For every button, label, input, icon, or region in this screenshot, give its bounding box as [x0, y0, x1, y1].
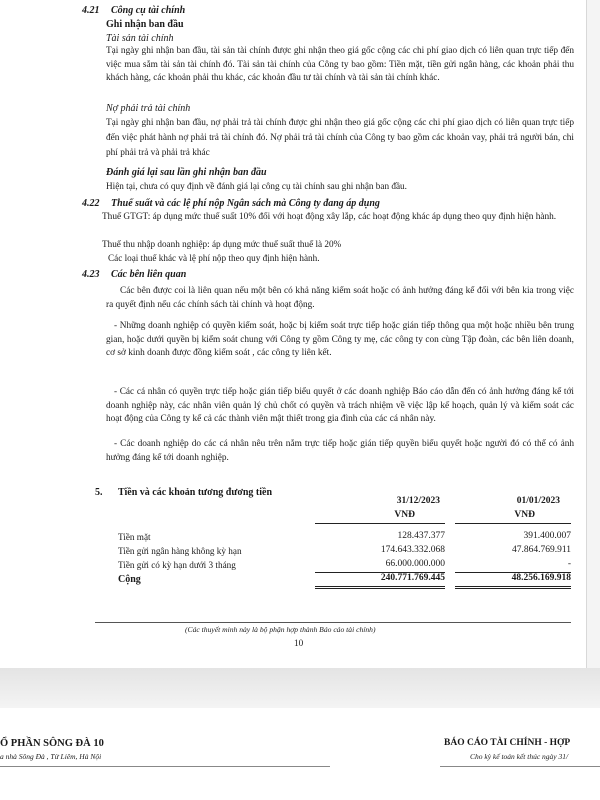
- tax-item-vat: Thuế GTGT: áp dụng mức thuế suất 10% đối với hoạt động xây lắp, các hoạt động khác áp dụng theo quy định hiện hành.: [102, 212, 557, 222]
- total-double-underline-2: [455, 588, 571, 589]
- next-page-header: [0, 708, 600, 800]
- related-parties-enterprises: - Những doanh nghiệp có quyền kiểm soát, hoặc bị kiểm soát trực tiếp hoặc gián tiếp thông qua một hoặc nhiều bên trung gian, hoặc dưới quyền bị kiểm soát chung với Công ty gồm Công ty mẹ, các công ty con cùng Tập đoàn, các bên liên doanh, cơ sở kinh doanh được đồng kiểm soát , các công ty liên kết.: [106, 321, 574, 358]
- related-parties-definition: Các bên được coi là liên quan nếu một bên có khả năng kiểm soát hoặc có ảnh hưởng đáng kể đối với bên kia trong việc ra quyết định nếu các chính sách tài chính và hoạt động.: [106, 286, 574, 310]
- table-cell-value-2: 47.864.769.911: [511, 545, 571, 555]
- header-rule-left: [0, 766, 330, 767]
- table-cell-value-1: 66.000.000.000: [385, 559, 445, 569]
- section-title-4-23: Các bên liên quan: [111, 269, 187, 280]
- footer-note: (Các thuyết minh này là bộ phận hợp thành Báo cáo tài chính): [185, 625, 376, 634]
- page-gap: [0, 668, 600, 708]
- section-number-4-22: 4.22: [82, 198, 100, 209]
- table-row-label: Tiền mặt: [118, 532, 151, 542]
- total-underline-1: [315, 586, 445, 587]
- table-total-label: Cộng: [118, 574, 141, 585]
- related-parties-controlled: - Các doanh nghiệp do các cá nhân nêu trên nắm trực tiếp hoặc gián tiếp quyền biểu quyết hoặc người đó có thể có ảnh hưởng đáng kể tới doanh nghiệp.: [106, 439, 574, 463]
- paragraph-financial-liabilities: Tại ngày ghi nhận ban đầu, nợ phải trả tài chính được ghi nhận theo giá gốc cộng các chi phí giao dịch có liên quan trực tiếp đến việc phát hành nợ phải trả tài chính đó. Nợ phải trả tài chính của Công ty bao gồm các khoản vay, phải trả người bán, chi phí phải trả và phải trả khác: [106, 118, 574, 158]
- company-address: a nhà Sông Đà , Từ Liêm, Hà Nội: [0, 752, 102, 761]
- section-number-5: 5.: [95, 487, 103, 498]
- header-underline-2: [455, 523, 571, 524]
- column-unit-2: VNĐ: [514, 510, 535, 520]
- report-title: BÁO CÁO TÀI CHÍNH - HỢP: [444, 738, 571, 748]
- section-title-4-22: Thuế suất và các lệ phí nộp Ngân sách mà Công ty đang áp dụng: [111, 198, 380, 209]
- table-total-value-1: 240.771.769.445: [380, 573, 445, 583]
- table-cell-value-1: 174.643.332.068: [380, 545, 445, 555]
- tax-item-cit: Thuế thu nhập doanh nghiệp: áp dụng mức thuế suất thuế là 20%: [102, 239, 342, 249]
- section-title-4-21: Công cụ tài chính: [111, 5, 186, 16]
- related-parties-individuals: - Các cá nhân có quyền trực tiếp hoặc gián tiếp biểu quyết ở các doanh nghiệp Báo cáo dẫn đến có ảnh hưởng đáng kể tới doanh nghiệp này, các nhân viên quản lý chủ chốt có quyền và trách nhiệm về việc lập kế hoạch, quản lý và kiểm soát các hoạt động của Công ty kể cả các thành viên mật thiết trong gia đình của các cá nhân này.: [106, 387, 574, 424]
- total-underline-2: [455, 586, 571, 587]
- company-name: Ổ PHẦN SÔNG ĐÀ 10: [0, 738, 104, 749]
- table-row-label: Tiền gửi ngân hàng không kỳ hạn: [118, 546, 242, 556]
- heading-revaluation: Đánh giá lại sau lần ghi nhận ban đầu: [106, 167, 267, 178]
- header-rule-right: [440, 766, 600, 767]
- header-underline-1: [315, 523, 445, 524]
- table-cell-value-2: -: [567, 559, 571, 569]
- table-row-label: Tiền gửi có kỳ hạn dưới 3 tháng: [118, 560, 236, 570]
- subheading-financial-assets: Tài sản tài chính: [106, 33, 174, 44]
- table-cell-value-2: 391.400.007: [523, 531, 571, 541]
- total-double-underline-1: [315, 588, 445, 589]
- section-title-5: Tiền và các khoản tương đương tiền: [118, 487, 273, 498]
- column-header-date-1: 31/12/2023: [396, 496, 440, 506]
- paragraph-revaluation: Hiện tại, chưa có quy định về đánh giá lại công cụ tài chính sau ghi nhận ban đầu.: [106, 181, 407, 191]
- heading-initial-recognition: Ghi nhận ban đầu: [106, 19, 184, 30]
- column-unit-1: VNĐ: [394, 510, 415, 520]
- paragraph-financial-assets: Tại ngày ghi nhận ban đầu, tài sản tài chính được ghi nhận theo giá gốc cộng các chi phí giao dịch có liên quan trực tiếp đến việc mua sắm tài sản tài chính đó. Tài sản tài chính của Công ty bao gồm: Tiền mặt, tiền gửi ngân hàng, các khoản phải thu khách hàng, các khoản phải thu khác, các khoản đầu tư tài chính và tài sản tài chính khác.: [106, 46, 574, 83]
- footer-rule: [95, 622, 571, 623]
- report-subtitle: Cho kỳ kế toán kết thúc ngày 31/: [470, 752, 569, 761]
- section-number-4-21: 4.21: [82, 5, 100, 16]
- column-header-date-2: 01/01/2023: [516, 496, 560, 506]
- tax-item-other: Các loại thuế khác và lệ phí nộp theo quy định hiện hành.: [108, 253, 320, 263]
- table-cell-value-1: 128.437.377: [397, 531, 445, 541]
- table-total-value-2: 48.256.169.918: [511, 573, 571, 583]
- subheading-financial-liabilities: Nợ phải trả tài chính: [106, 103, 191, 114]
- section-number-4-23: 4.23: [82, 269, 100, 280]
- page-number: 10: [294, 638, 304, 648]
